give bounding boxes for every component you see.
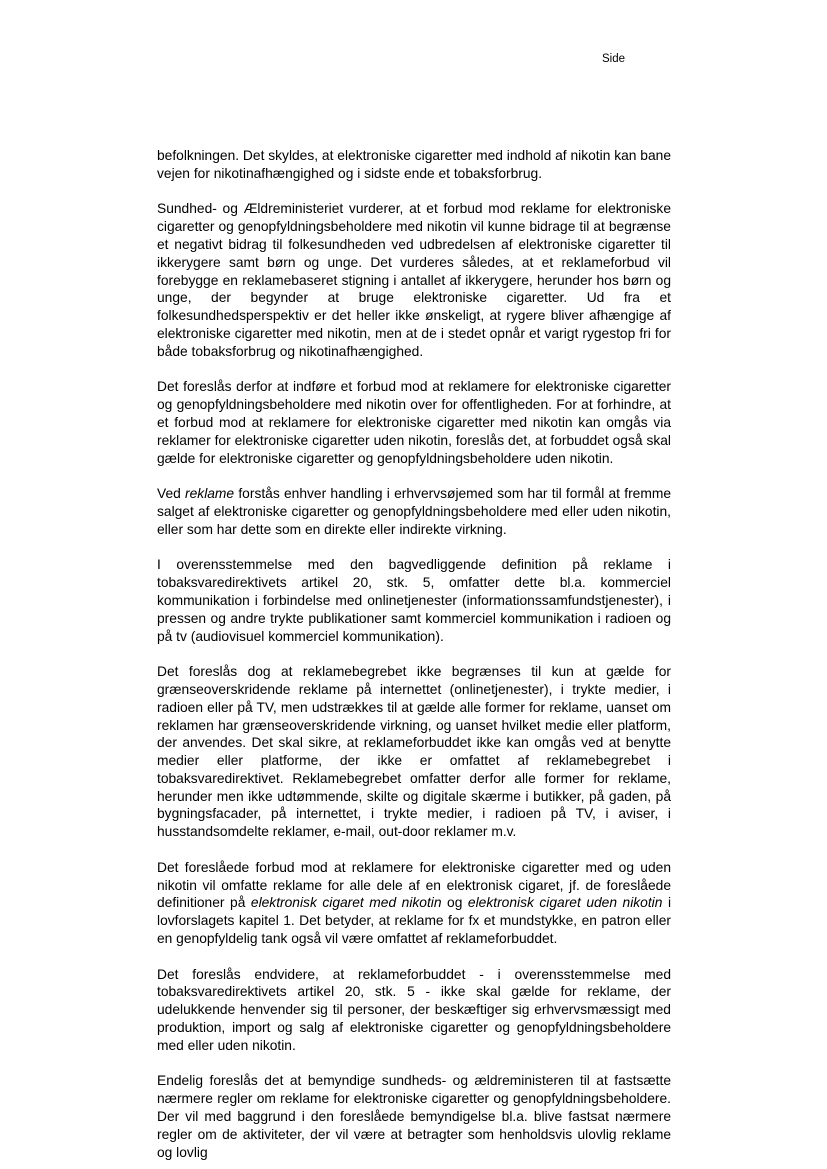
paragraph-run: befolkningen. Det skyldes, at elektroniske cigaretter med indhold af nikotin kan bane vejen for nikotinafhængighed og i sidste ende et tobaksforbrug. [157,148,671,181]
paragraph-run: Det foreslåede forbud mod at reklamere for elektroniske cigaretter med og uden nikotin vil omfatte reklame for alle dele af en elektronisk cigaret, jf. de foreslåede definitioner på [157,859,671,911]
paragraph-run: Ved [157,486,186,502]
paragraph-run: Det foreslås dog at reklamebegrebet ikke begrænses til kun at gælde for grænseoverskridende reklame på internettet (onlinetjenester), i trykte medier, i radioen eller på TV, men udstrækkes til at gælde alle former for reklame, uanset om reklamen har grænseoverskridende virkning, og uanset hvilket medie eller platform, der anvendes. Det skal sikre, at reklameforbuddet ikke kan omgås ved at benytte medier eller platforme, der ikke er omfattet af reklamebegrebet i tobaksvaredirektivet. Reklamebegrebet omfatter derfor alle former for reklame, herunder men ikke udtømmende, skilte og digitale skærme i butikker, på gaden, på bygningsfacader, på internettet, i trykte medier, i radioen på TV, i aviser, i husstandsomdelte reklamer, e-mail, out-door reklamer m.v. [157,664,671,840]
paragraph-run: forstås enhver handling i erhvervsøjemed som har til formål at fremme salget af elektroniske cigaretter og genopfyldningsbeholdere med eller uden nikotin, eller som har dette som en direkte eller indirekte virkning. [157,486,672,537]
paragraph [157,200,671,360]
paragraph [157,378,671,467]
paragraph-run-italic: elektronisk cigaret uden nikotin [467,895,663,911]
paragraph-run: Sundhed- og Ældreministeriet vurderer, at et forbud mod reklame for elektroniske cigaretter og genopfyldningsbeholdere med nikotin vil kunne bidrage til at begrænse et negativt bidrag til folkesundheden ved udbredelsen af elektroniske cigaretter til ikkerygere samt børn og unge. Det vurderes således, at et reklameforbud vil forebygge en reklamebaseret stigning i antallet af ikkerygere, herunder hos børn og unge, der begynder at bruge elektroniske cigaretter. Ud fra et folkesundhedsperspektiv er det heller ikke ønskeligt, at rygere bliver afhængige af elektroniske cigaretter med nikotin, men at de i stedet opnår et varigt rygestop fri for både tobaksforbrug og nikotinafhængighed. [157,201,671,359]
paragraph-run: og [441,895,468,911]
paragraph-run: Endelig foreslås det at bemyndige sundheds- og ældreministeren til at fastsætte nærmere regler om reklame for elektroniske cigaretter og genopfyldningsbeholdere. Der vil med baggrund i den foreslåede bemyndigelse bl.a. blive fastsat nærmere regler om de aktiviteter, der vil være at betragter som henholdsvis ulovlig reklame og lovlig [157,1073,671,1160]
paragraph-run: I overensstemmelse med den bagvedliggende definition på reklame i tobaksvaredirektivets artikel 20, stk. 5, omfatter dette bl.a. kommerciel kommunikation i forbindelse med onlinetjenester (informationssamfundstjenester), i pressen og andre trykte publikationer samt kommerciel kommunikation i radioen og på tv (audiovisuel kommerciel kommunikation). [157,557,671,644]
page-number-label: Side [602,53,626,65]
paragraph [157,859,671,948]
paragraph [157,147,671,183]
paragraph-run-italic: reklame [185,486,235,502]
paragraph [157,966,671,1055]
document-body [157,147,671,1161]
paragraph [157,556,671,645]
paragraph-run: i lovforslagets kapitel 1. Det betyder, at reklame for fx et mundstykke, en patron eller en genopfyldelig tank også vil være omfattet af reklameforbuddet. [157,895,672,947]
paragraph-run-italic: elektronisk cigaret med nikotin [250,895,442,911]
paragraph [157,663,671,841]
paragraph [157,1072,671,1161]
paragraph [157,485,671,538]
page-header [602,52,625,66]
paragraph-run: Det foreslås derfor at indføre et forbud mod at reklamere for elektroniske cigaretter og genopfyldningsbeholdere med nikotin over for offentligheden. For at forhindre, at et forbud mod at reklamere for elektroniske cigaretter med nikotin kan omgås via reklamer for elektroniske cigaretter uden nikotin, foreslås det, at forbuddet også skal gælde for elektroniske cigaretter og genopfyldningsbeholdere uden nikotin. [157,379,671,466]
paragraph-run: Det foreslås endvidere, at reklameforbuddet - i overensstemmelse med tobaksvaredirektivets artikel 20, stk. 5 - ikke skal gælde for reklame, der udelukkende henvender sig til personer, der beskæftiger sig erhvervsmæssigt med produktion, import og salg af elektroniske cigaretter og genopfyldningsbeholdere med eller uden nikotin. [157,966,671,1053]
